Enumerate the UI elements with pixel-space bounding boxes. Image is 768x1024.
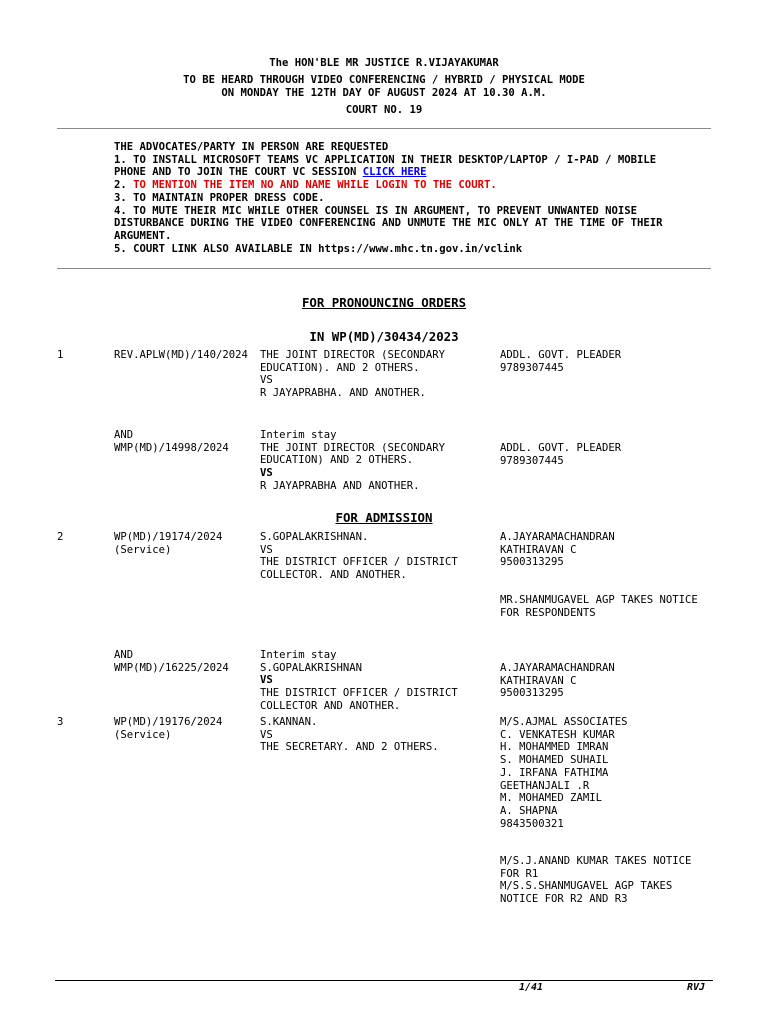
notice-line: MR.SHANMUGAVEL AGP TAKES NOTICE (500, 594, 698, 606)
advocate-block (500, 349, 621, 374)
advocate-name: S. MOHAMED SUHAIL (500, 754, 609, 767)
respondent-line: THE SECRETARY. AND 2 OTHERS. (260, 741, 439, 754)
notice-line: FOR RESPONDENTS (500, 606, 596, 619)
respondent-line: R JAYAPRABHA AND ANOTHER. (260, 479, 420, 492)
parties (260, 716, 439, 754)
divider (57, 268, 711, 269)
advocate-block (500, 531, 615, 569)
footer-divider (55, 980, 713, 981)
instruction-1-line2 (114, 166, 714, 179)
section-subheading-case: IN WP(MD)/30434/2023 (309, 329, 459, 344)
advocate-name: J. IRFANA FATHIMA (500, 766, 609, 779)
item-number: 2 (57, 531, 64, 543)
respondent-line: R JAYAPRABHA. AND ANOTHER. (260, 387, 426, 400)
petitioner-line: THE JOINT DIRECTOR (SECONDARY (260, 441, 445, 454)
case-type: (Service) (114, 728, 172, 741)
click-here-link[interactable]: CLICK HERE (362, 166, 427, 179)
notice-block (500, 594, 698, 619)
advocate-phone: 9789307445 (500, 361, 564, 374)
petitioner-line: THE JOINT DIRECTOR (SECONDARY (260, 349, 445, 361)
item-number: 1 (57, 349, 64, 361)
advocate-name: M. MOHAMED ZAMIL (500, 792, 603, 805)
parties (260, 649, 458, 713)
advocate-name: M/S.AJMAL ASSOCIATES (500, 716, 628, 728)
related-petition (114, 429, 229, 454)
notice-block (500, 855, 691, 906)
parties (260, 349, 445, 400)
advocate-name: KATHIRAVAN C (500, 543, 577, 556)
advocate-name: C. VENKATESH KUMAR (500, 728, 615, 741)
advocate-block (500, 716, 628, 830)
notice-line: M/S.S.SHANMUGAVEL AGP TAKES (500, 880, 673, 893)
instruction-4-line1: 4. TO MUTE THEIR MIC WHILE OTHER COUNSEL IS IN ARGUMENT, TO PREVENT UNWANTED NOISE (114, 204, 637, 217)
petitioner-line: EDUCATION) AND 2 OTHERS. (260, 454, 414, 467)
case-info (114, 716, 222, 741)
and-label: AND (114, 429, 134, 441)
advocate-name: H. MOHAMMED IMRAN (500, 741, 609, 754)
instructions-block (114, 141, 714, 255)
instruction-2 (114, 179, 714, 192)
page-number: 1/41 (519, 982, 544, 993)
advocate-phone: 9500313295 (500, 687, 564, 700)
advocate-phone: 9500313295 (500, 556, 564, 569)
advocate-phone: 9789307445 (500, 454, 564, 467)
instruction-4-line2: DISTURBANCE DURING THE VIDEO CONFERENCING AND UNMUTE THE MIC ONLY AT THE TIME OF THEIR (114, 217, 663, 230)
respondent-line: THE DISTRICT OFFICER / DISTRICT (260, 687, 458, 700)
instruction-3: 3. TO MAINTAIN PROPER DRESS CODE. (114, 191, 325, 204)
footer-initials: RVJ (687, 982, 706, 993)
advocate-block (500, 442, 621, 467)
divider (57, 128, 711, 129)
case-info (114, 531, 222, 556)
instruction-2-text: TO MENTION THE ITEM NO AND NAME WHILE LOGIN TO THE COURT. (133, 179, 497, 192)
section-heading-admission (0, 512, 768, 525)
instructions-intro: THE ADVOCATES/PARTY IN PERSON ARE REQUESTED (114, 141, 389, 153)
hearing-mode: TO BE HEARD THROUGH VIDEO CONFERENCING / HYBRID / PHYSICAL MODE (183, 74, 585, 86)
advocate-name: A.JAYARAMACHANDRAN (500, 662, 615, 674)
respondent-line: COLLECTOR. AND ANOTHER. (260, 569, 407, 582)
versus-label: VS (260, 543, 273, 556)
versus-label: VS (260, 374, 273, 387)
notice-line: M/S.J.ANAND KUMAR TAKES NOTICE (500, 855, 692, 867)
advocate-name: GEETHANJALI .R (500, 779, 590, 792)
respondent-line: COLLECTOR AND ANOTHER. (260, 699, 401, 712)
instruction-2-number: 2. (114, 179, 127, 192)
related-petition (114, 649, 229, 674)
case-type: (Service) (114, 543, 172, 556)
advocate-name: A.JAYARAMACHANDRAN (500, 531, 615, 543)
hearing-date: ON MONDAY THE 12TH DAY OF AUGUST 2024 AT 10.30 A.M. (221, 87, 547, 99)
section-heading-pronouncing (0, 297, 768, 310)
judge-name: The HON'BLE MR JUSTICE R.VIJAYAKUMAR (269, 57, 499, 69)
item-number: 3 (57, 716, 64, 728)
advocate-name: A. SHAPNA (500, 804, 558, 817)
advocate-name: ADDL. GOVT. PLEADER (500, 442, 622, 454)
advocate-phone: 9843500321 (500, 817, 564, 830)
petitioner-line: S.GOPALAKRISHNAN. (260, 531, 369, 543)
instruction-4-line3: ARGUMENT. (114, 229, 172, 242)
parties (260, 429, 445, 493)
versus-label: VS (260, 674, 273, 687)
notice-line: FOR R1 (500, 867, 539, 880)
advocate-block (500, 662, 615, 700)
relief-label: Interim stay (260, 429, 337, 441)
advocate-name: ADDL. GOVT. PLEADER (500, 349, 622, 361)
relief-label: Interim stay (260, 649, 337, 661)
notice-line: NOTICE FOR R2 AND R3 (500, 893, 628, 906)
case-number: WP(MD)/19174/2024 (114, 531, 223, 543)
case-number: REV.APLW(MD)/140/2024 (114, 349, 248, 361)
and-label: AND (114, 649, 134, 661)
section-title: FOR PRONOUNCING ORDERS (301, 295, 467, 310)
case-number: WP(MD)/19176/2024 (114, 716, 223, 728)
petitioner-line: S.KANNAN. (260, 716, 318, 728)
petitioner-line: S.GOPALAKRISHNAN (260, 661, 363, 674)
versus-label: VS (260, 728, 273, 741)
advocate-name: KATHIRAVAN C (500, 674, 577, 687)
court-number: COURT NO. 19 (345, 104, 423, 116)
instruction-1-text: PHONE AND TO JOIN THE COURT VC SESSION (114, 166, 357, 179)
respondent-line: THE DISTRICT OFFICER / DISTRICT (260, 556, 458, 569)
instruction-1-line1: 1. TO INSTALL MICROSOFT TEAMS VC APPLICATION IN THEIR DESKTOP/LAPTOP / I-PAD / MOBILE (114, 153, 657, 166)
parties (260, 531, 458, 582)
wmp-number: WMP(MD)/16225/2024 (114, 661, 229, 674)
section-title: FOR ADMISSION (335, 510, 433, 525)
wmp-number: WMP(MD)/14998/2024 (114, 441, 229, 454)
petitioner-line: EDUCATION). AND 2 OTHERS. (260, 361, 420, 374)
instruction-5: 5. COURT LINK ALSO AVAILABLE IN https://www.mhc.tn.gov.in/vclink (114, 242, 523, 255)
versus-label: VS (260, 467, 273, 480)
